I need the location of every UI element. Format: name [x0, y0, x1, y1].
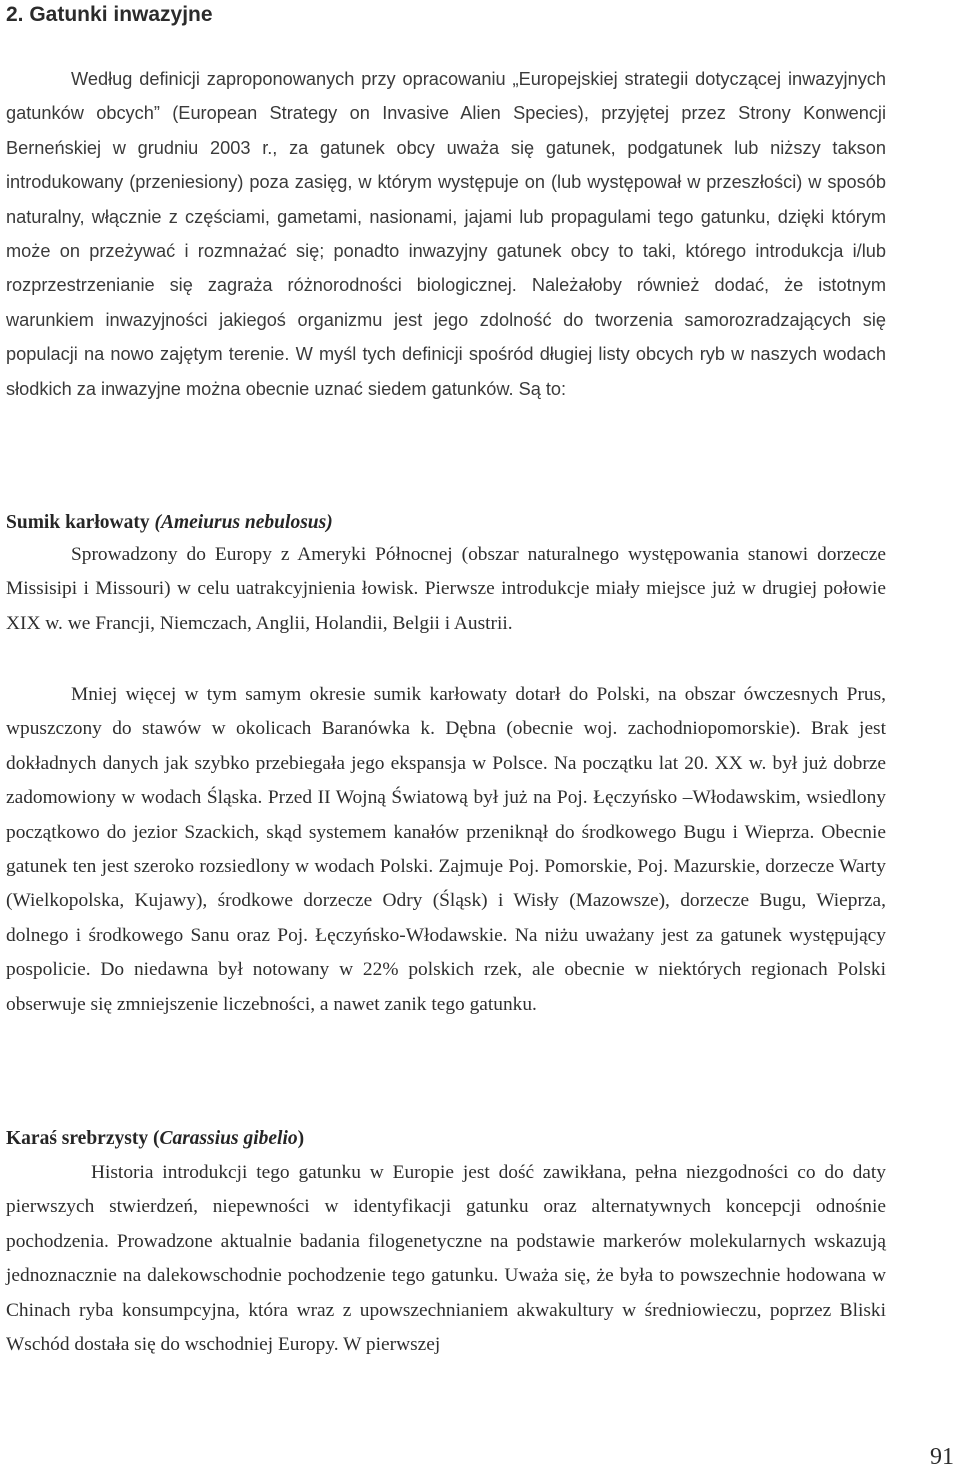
species-name: Karaś srebrzysty ( — [6, 1128, 160, 1149]
species-heading-karas — [6, 1126, 304, 1152]
sumik-paragraph-2: Mniej więcej w tym samym okresie sumik karłowaty dotarł do Polski, na obszar ówczesnych Prus, wpuszczony do stawów w okolicach Baranówka k. Dębna (obecnie woj. zachodniopomorskie). Brak jest dokładnych danych jak szybko przebiegała jego ekspansja w Polsce. Na początku lat 20. XX w. był już dobrze zadomowiony w wodach Śląska. Przed II Wojną Światową był już na Poj. Łęczyńsko –Włodawskim, wsiedlony początkowo do jezior Szackich, skąd systemem kanałów przeniknął do środkowego Bugu i Wieprza. Obecnie gatunek ten jest szeroko rozsiedlony w wodach Polski. Zajmuje Poj. Pomorskie, Poj. Mazurskie, dorzecze Warty (Wielkopolska, Kujawy), środkowe dorzecze Odry (Śląsk) i Wisły (Mazowsze), dorzecze Bugu, Wieprza, dolnego i środkowego Sanu oraz Poj. Łęczyńsko-Włodawskie. Na niżu uważany jest za gatunek występujący pospolicie. Do niedawna był notowany w 22% polskich rzek, ale obecnie w niektórych regionach Polski obserwuje się zmniejszenie liczebności, a nawet zanik tego gatunku. — [6, 684, 886, 1015]
intro-paragraph: Według definicji zaproponowanych przy opracowaniu „Europejskiej strategii dotyczącej inwazyjnych gatunków obcych” (European Strategy on Invasive Alien Species), przyjętej przez Strony Konwencji Berneńskiej w grudniu 2003 r., za gatunek obcy uważa się gatunek, podgatunek lub niższy takson introdukowany (przeniesiony) poza zasięg, w którym występuje on (lub występował w przeszłości) w sposób naturalny, włącznie z częściami, gametami, nasionami, jajami lub propagulami tego gatunku, dzięki którym może on przeżywać i rozmnażać się; ponadto inwazyjny gatunek obcy to taki, którego introdukcja i/lub rozprzestrzenianie się zagraża różnorodności biologicznej. Należałoby również dodać, że istotnym warunkiem inwazyjności jakiegoś organizmu jest jego zdolność do tworzenia samorozradzających się populacji na nowo zajętym terenie. W myśl tych definicji spośród długiej listy obcych ryb w naszych wodach słodkich za inwazyjne można obecnie uznać siedem gatunków. Są to: — [6, 69, 886, 399]
species-latin-name: Carassius gibelio — [159, 1128, 298, 1149]
species-heading-sumik — [6, 510, 333, 536]
species-latin-name: (Ameiurus nebulosus) — [154, 512, 333, 533]
section-heading: 2. Gatunki inwazyjne — [6, 3, 213, 26]
species-name: Sumik karłowaty — [6, 512, 150, 533]
page-number: 91 — [930, 1444, 954, 1470]
karas-paragraph-1: Historia introdukcji tego gatunku w Europie jest dość zawikłana, pełna niezgodności co do daty pierwszych stwierdzeń, niepewności w identyfikacji gatunku oraz alternatywnych koncepcji odnośnie pochodzenia. Prowadzone aktualnie badania filogenetyczne na podstawie markerów molekularnych wskazują jednoznacznie na dalekowschodnie pochodzenie tego gatunku. Uważa się, że była to powszechnie hodowana w Chinach ryba konsumpcyjna, która wraz z upowszechnianiem akwakultury w średniowieczu, poprzez Bliski Wschód dostała się do wschodniej Europy. W pierwszej — [6, 1162, 886, 1356]
sumik-paragraph-1: Sprowadzony do Europy z Ameryki Północnej (obszar naturalnego występowania stanowi dorzecze Missisipi i Missouri) w celu uatrakcyjnienia łowisk. Pierwsze introdukcje miały miejsce już w drugiej połowie XIX w. we Francji, Niemczach, Anglii, Holandii, Belgii i Austrii. — [6, 544, 886, 634]
species-paren-close: ) — [297, 1128, 305, 1149]
